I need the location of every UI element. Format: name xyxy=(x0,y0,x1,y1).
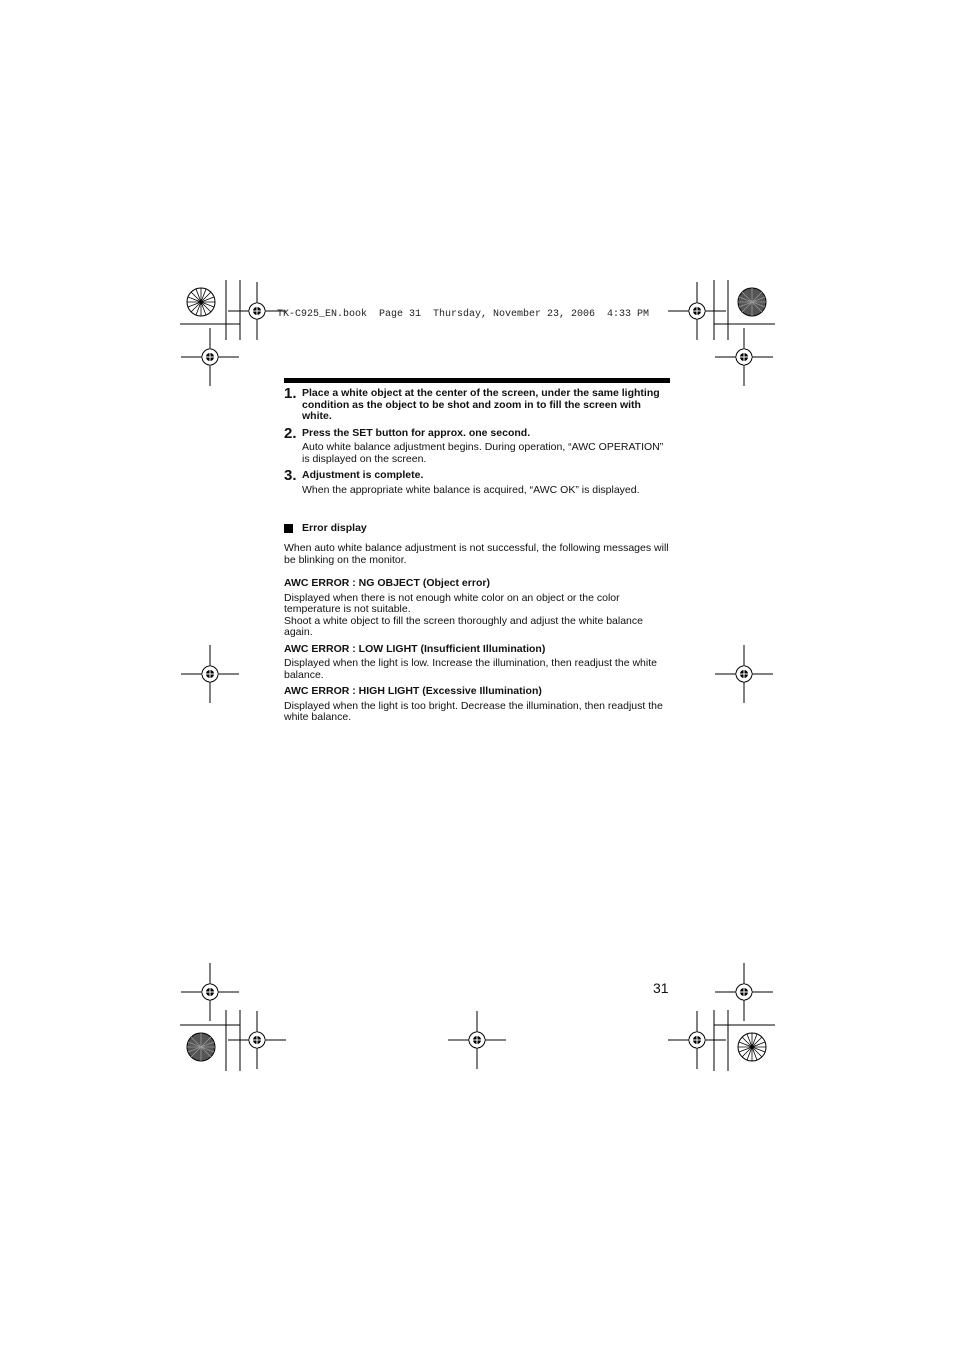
step-2 xyxy=(284,424,672,466)
section-rule xyxy=(284,378,670,383)
step-title: Adjustment is complete. xyxy=(302,469,424,481)
step-1 xyxy=(284,385,672,423)
error-text: Displayed when the light is too bright. Decrease the illumination, then readjust the white balance. xyxy=(284,699,663,723)
section-heading-text: Error display xyxy=(302,522,367,534)
error-intro: When auto white balance adjustment is not successful, the following messages will be blinking on the monitor. xyxy=(284,542,669,566)
step-title: Press the SET button for approx. one second. xyxy=(302,426,531,439)
step-number: 2. xyxy=(284,424,297,442)
error-title: AWC ERROR : LOW LIGHT (Insufficient Illumination) xyxy=(284,642,546,655)
error-title: AWC ERROR : NG OBJECT (Object error) xyxy=(284,577,490,589)
step-body: When the appropriate white balance is acquired, “AWC OK” is displayed. xyxy=(302,483,640,496)
page-number: 31 xyxy=(653,980,669,996)
step-number: 3. xyxy=(284,467,297,484)
error-title: AWC ERROR : HIGH LIGHT (Excessive Illumination) xyxy=(284,685,542,697)
step-body: Auto white balance adjustment begins. During operation, “AWC OPERATION” is displayed on the screen. xyxy=(302,441,664,465)
error-section-heading xyxy=(284,522,672,534)
step-number: 1. xyxy=(284,385,297,402)
page-content xyxy=(284,386,672,724)
error-text: Displayed when there is not enough white color on an object or the color temperature is not suitable. xyxy=(284,591,620,615)
print-slug: TK-C925_EN.book Page 31 Thursday, November 23, 2006 4:33 PM xyxy=(277,309,650,320)
step-title: Place a white object at the center of the screen, under the same lighting condition as the object to be shot and zoom in to fill the screen with white. xyxy=(302,387,660,422)
error-text: Displayed when the light is low. Increase the illumination, then readjust the white balance. xyxy=(284,657,657,681)
square-bullet-icon xyxy=(284,524,293,533)
error-text: Shoot a white object to fill the screen thoroughly and adjust the white balance again. xyxy=(284,614,643,638)
step-3 xyxy=(284,467,672,496)
